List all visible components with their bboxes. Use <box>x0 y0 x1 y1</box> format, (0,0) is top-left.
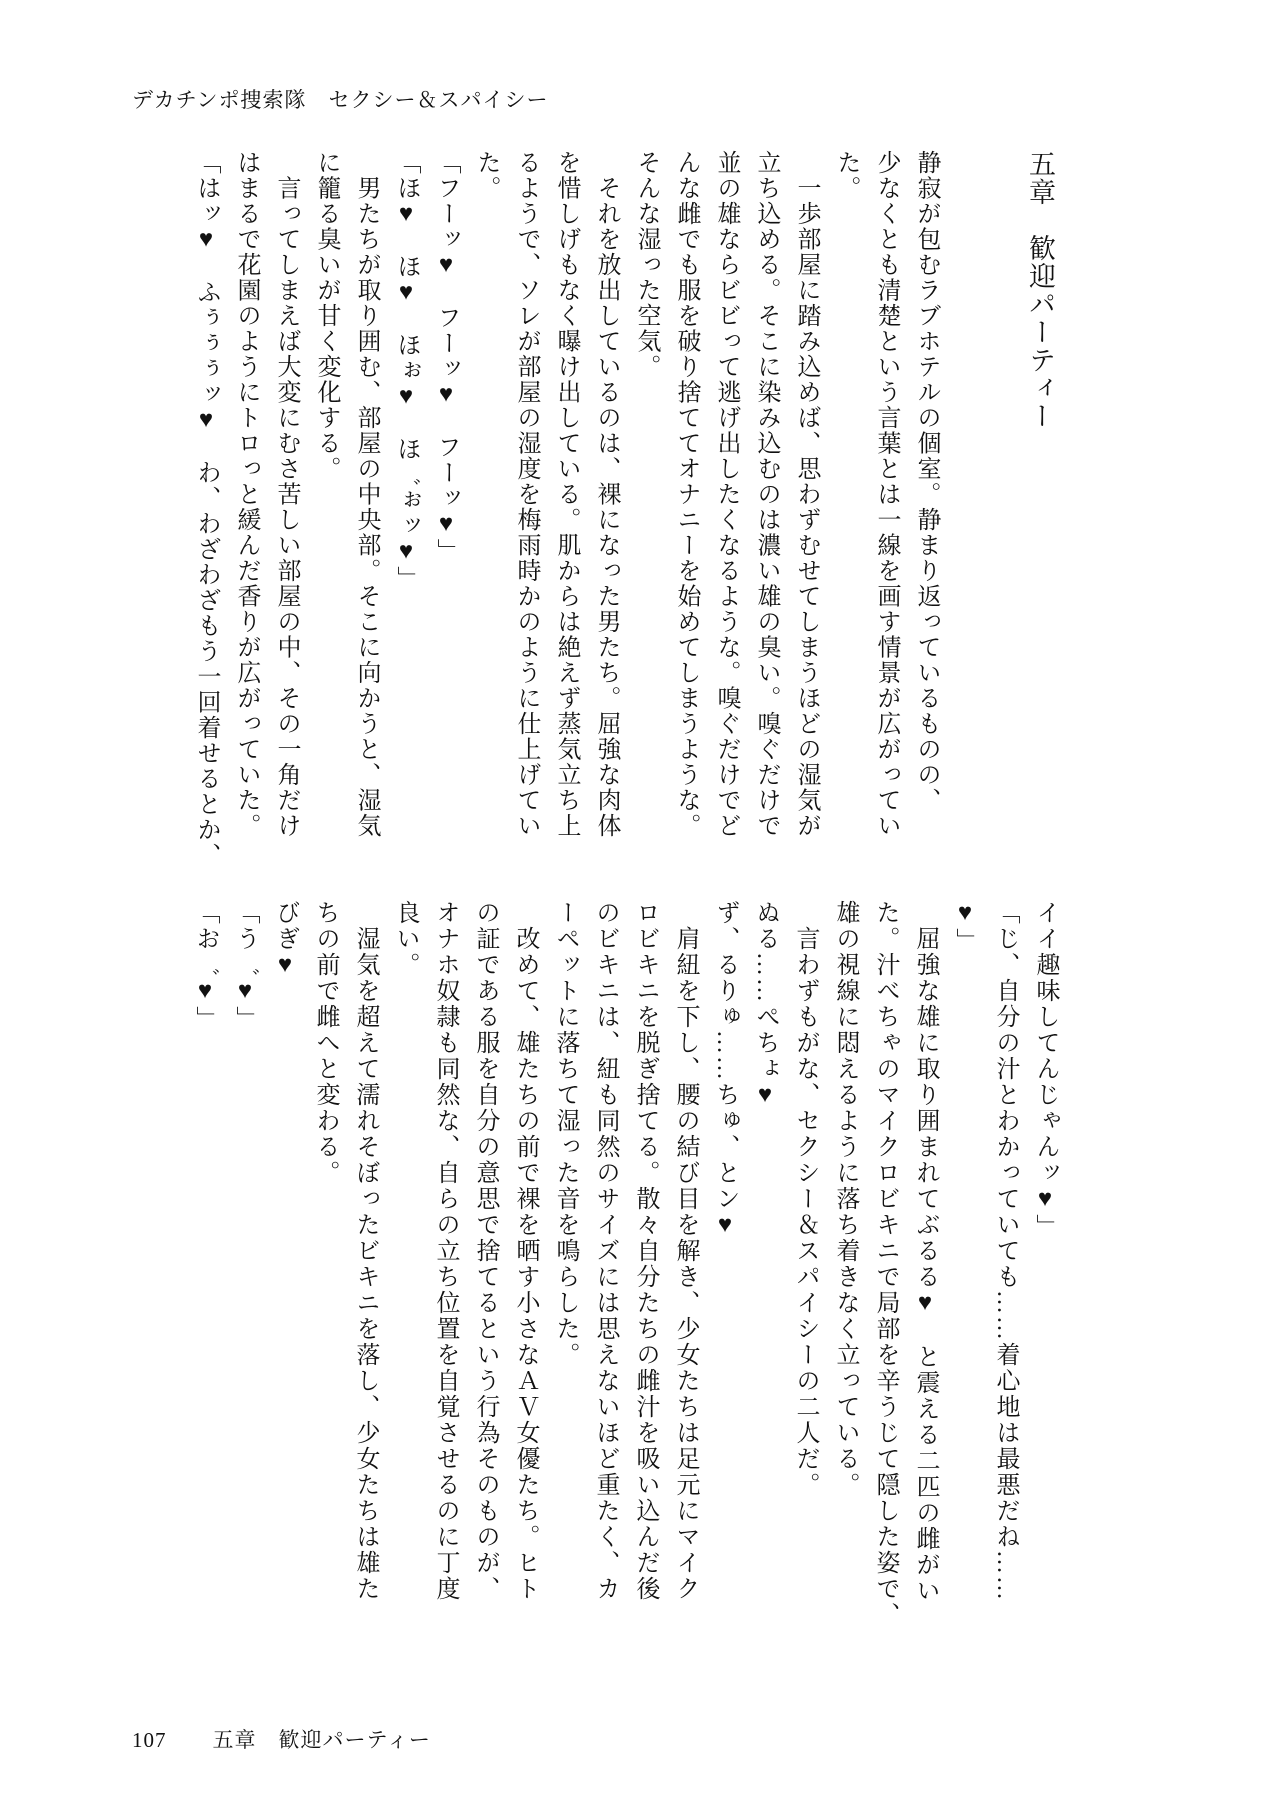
text-line: ぬる……ぺちょ♥ <box>752 900 778 1110</box>
lower-text-block <box>185 900 1065 1628</box>
upper-lines <box>186 150 946 868</box>
text-line: 「フーッ♥ フーッ♥ フーッ♥」 <box>433 150 459 564</box>
text-line: 雄の視線に悶えるように落ち着きなく立っている。 <box>832 900 858 1498</box>
text-line: 言わずもがな、セクシー＆スパイシーの二人だ。 <box>792 900 818 1498</box>
text-line: オナホ奴隷も同然な、自らの立ち位置を自覚させるのに丁度 <box>432 900 458 1602</box>
text-line: びぎ♥ <box>272 900 298 980</box>
text-line: るようで、ソレが部屋の湿度を梅雨時かのように仕上げてい <box>513 150 539 839</box>
text-line: た。汁べちゃのマイクロビキニで局部を辛うじて隠した姿で、 <box>872 900 898 1628</box>
text-line: の証である服を自分の意思で捨てるという行為そのものが、 <box>472 900 498 1602</box>
text-line: のビキニは、紐も同然のサイズには思えないほど重たく、カ <box>592 900 618 1602</box>
text-line: イイ趣味してんじゃんッ♥」 <box>1032 900 1058 1240</box>
text-line: ♥」 <box>952 900 978 954</box>
upper-text-block <box>186 150 1062 868</box>
page-footer <box>132 1724 431 1754</box>
text-line: 「お゛♥」 <box>192 900 218 1032</box>
running-header: デカチンポ捜索隊 セクシー＆スパイシー <box>132 88 549 112</box>
text-line: 並の雄ならビビって逃げ出したくなるような。嗅ぐだけでど <box>713 150 739 839</box>
lower-lines <box>185 900 1065 1628</box>
text-line: そんな湿った空気。 <box>633 150 659 380</box>
text-line: 一歩部屋に踏み込めば、思わずむせてしまうほどの湿気が <box>793 150 819 839</box>
text-line: に籠る臭いが甘く変化する。 <box>313 150 339 482</box>
text-line: 良い。 <box>392 900 418 978</box>
text-line: 男たちが取り囲む、部屋の中央部。そこに向かうと、湿気 <box>353 150 379 839</box>
text-line: た。 <box>473 150 499 201</box>
chapter-title: 五章 歓迎パーティー <box>1025 150 1055 430</box>
text-line: 「はッ♥ ふぅぅぅッ♥ わ、わざわざもう一回着せるとか、 <box>193 150 219 868</box>
text-line: た。 <box>833 150 859 201</box>
text-line: ーペットに落ちて湿った音を鳴らした。 <box>552 900 578 1368</box>
text-line: ちの前で雌へと変わる。 <box>312 900 338 1186</box>
text-line: それを放出しているのは、裸になった男たち。屈強な肉体 <box>593 150 619 839</box>
text-line: 「じ、自分の汁とわかっていても……着心地は最悪だね…… <box>992 900 1018 1602</box>
text-line: ロビキニを脱ぎ捨てる。散々自分たちの雌汁を吸い込んだ後 <box>632 900 658 1602</box>
footer-chapter-label: 五章 歓迎パーティー <box>212 1728 431 1752</box>
text-line: んな雌でも服を破り捨ててオナニーを始めてしまうような。 <box>673 150 699 839</box>
footer-page-number: 107 <box>132 1728 167 1752</box>
text-line: 言ってしまえば大変にむさ苦しい部屋の中、その一角だけ <box>273 150 299 839</box>
text-line: 「ほ♥ ほ♥ ほぉ♥ ほ゛ぉッ♥」 <box>393 150 419 592</box>
text-line: 湿気を超えて濡れそぼったビキニを落し、少女たちは雄た <box>352 900 378 1602</box>
text-line: 肩紐を下し、腰の結び目を解き、少女たちは足元にマイク <box>672 900 698 1602</box>
text-line: 屈強な雄に取り囲まれてぶるる♥ と震える二匹の雌がい <box>912 900 938 1604</box>
text-line: 立ち込める。そこに染み込むのは濃い雄の臭い。嗅ぐだけで <box>753 150 779 839</box>
text-line: はまるで花園のようにトロっと緩んだ香りが広がっていた。 <box>233 150 259 839</box>
text-line: 少なくとも清楚という言葉とは一線を画す情景が広がってい <box>873 150 899 839</box>
text-line: 静寂が包むラブホテルの個室。静まり返っているものの、 <box>913 150 939 813</box>
text-line: を惜しげもなく曝け出している。肌からは絶えず蒸気立ち上 <box>553 150 579 839</box>
text-line: ず、るりゅ……ちゅ、とン♥ <box>712 900 738 1240</box>
text-line: 改めて、雄たちの前で裸を晒す小さなＡＶ女優たち。ヒト <box>512 900 538 1602</box>
text-line: 「う゛♥」 <box>232 900 258 1032</box>
